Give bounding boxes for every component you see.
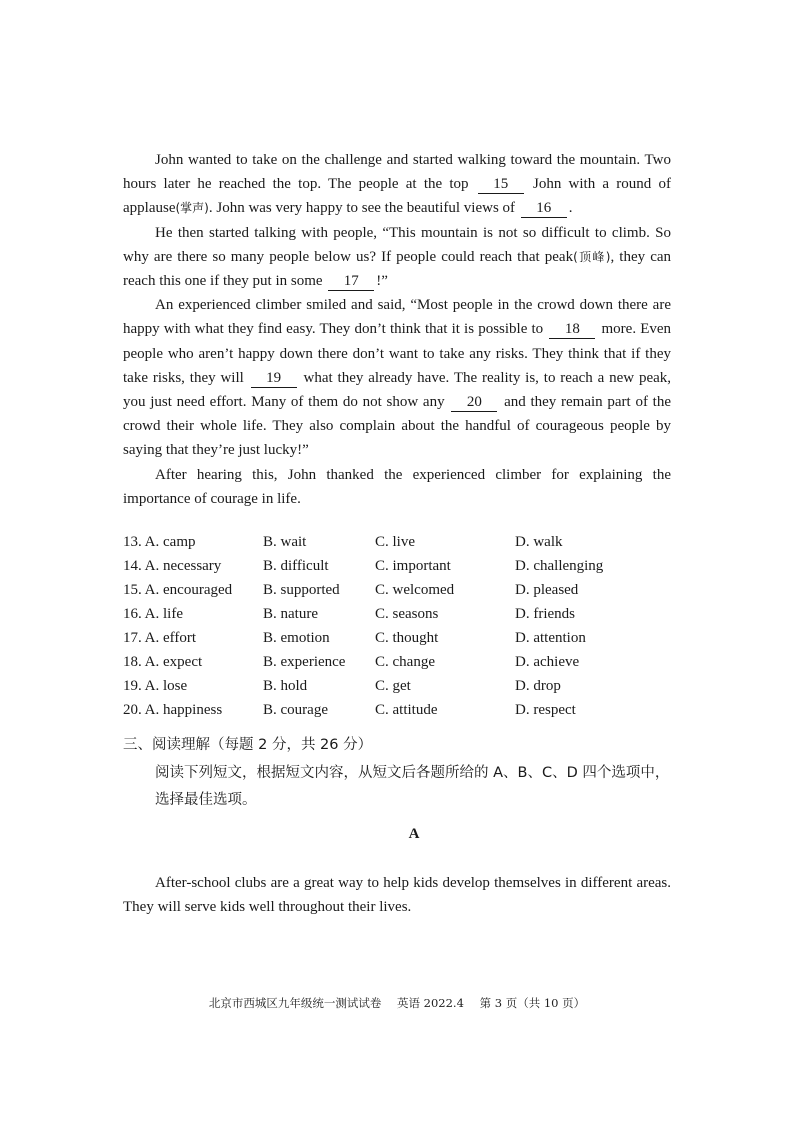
option-b: B. nature: [263, 606, 318, 622]
option-a: 20. A. happiness: [123, 702, 223, 718]
option-row: [123, 530, 683, 554]
option-row: [123, 578, 683, 602]
text: , they can reach this one if they put in some: [123, 248, 672, 290]
text: .: [568, 200, 573, 217]
option-a: 16. A. life: [123, 606, 183, 622]
blank-16: 16: [521, 200, 567, 218]
option-a: 19. A. lose: [123, 678, 188, 694]
option-d: D. pleased: [515, 582, 579, 598]
option-d: D. drop: [515, 678, 561, 694]
option-a: 15. A. encouraged: [123, 582, 233, 598]
text: John wanted to take on the challenge and started walking toward the mountain. Two hours later he reached the top. The people at the top: [123, 152, 671, 193]
option-d: D. walk: [515, 534, 563, 550]
text: An experienced climber smiled and said, “Most people in the crowd down there are happy with what they find easy. They don’t think that it is possible to: [123, 297, 671, 338]
option-c: C. seasons: [375, 606, 439, 622]
paragraph: After-school clubs are a great way to help kids develop themselves in different areas. They will serve kids well throughout their lives.: [123, 875, 671, 916]
option-b: B. courage: [263, 702, 328, 718]
option-b: B. hold: [263, 678, 308, 694]
option-row: [123, 626, 683, 650]
option-row: [123, 674, 683, 698]
section-instructions: 阅读下列短文，根据短文内容，从短文后各题所给的 A、B、C、D 四个选项中，选择最佳选项。: [155, 765, 670, 808]
option-c: C. thought: [375, 630, 439, 646]
paragraph-3: [123, 293, 671, 462]
paragraph-1: [123, 148, 671, 221]
option-c: C. live: [375, 534, 415, 550]
option-b: B. emotion: [263, 630, 330, 646]
option-d: D. attention: [515, 630, 586, 646]
option-b: B. difficult: [263, 558, 329, 574]
blank-17: 17: [328, 273, 374, 291]
text: and they remain part of the crowd their whole life. They also complain about the handful of courageous people by saying that they’re just lucky!”: [123, 394, 671, 459]
option-row: [123, 554, 683, 578]
option-row: [123, 650, 683, 674]
page-footer: [0, 995, 794, 1011]
page-number: 第 3 页（共 10 页）: [479, 996, 586, 1010]
option-row: [123, 698, 683, 722]
cloze-passage: [123, 148, 671, 511]
text: . John was very happy to see the beautiful views of: [208, 200, 516, 217]
paragraph-2: [123, 221, 671, 294]
option-a: 14. A. necessary: [123, 558, 222, 574]
option-a: 17. A. effort: [123, 630, 197, 646]
passage-letter: A: [408, 826, 420, 842]
chinese-gloss: (掌声): [175, 201, 209, 216]
text: what they already have. The reality is, to reach a new peak, you just need effort. Many of them do not show any: [123, 369, 672, 411]
option-d: D. friends: [515, 606, 575, 622]
option-c: C. change: [375, 654, 435, 670]
text: !”: [376, 273, 388, 290]
option-c: C. get: [375, 678, 411, 694]
option-row: [123, 602, 683, 626]
option-b: B. wait: [263, 534, 307, 550]
blank-18: 18: [549, 321, 595, 339]
option-a: 13. A. camp: [123, 534, 196, 550]
answer-options: [123, 530, 683, 722]
option-c: C. attitude: [375, 702, 438, 718]
option-b: B. experience: [263, 654, 346, 670]
reading-passage-a: [123, 871, 671, 919]
blank-20: 20: [451, 394, 497, 412]
paragraph-4: After hearing this, John thanked the experienced climber for explaining the importance of courage in life.: [123, 466, 671, 507]
exam-name: 北京市西城区九年级统一测试试卷: [208, 996, 382, 1010]
subject-date: 英语 2022.4: [397, 996, 464, 1010]
chinese-gloss: (顶峰): [573, 249, 611, 264]
option-d: D. respect: [515, 702, 576, 718]
option-d: D. achieve: [515, 654, 580, 670]
option-a: 18. A. expect: [123, 654, 203, 670]
blank-15: 15: [478, 176, 524, 194]
option-b: B. supported: [263, 582, 340, 598]
section-title: 三、阅读理解（每题 2 分，共 26 分）: [123, 737, 373, 753]
option-c: C. important: [375, 558, 451, 574]
blank-19: 19: [251, 370, 297, 388]
option-d: D. challenging: [515, 558, 604, 574]
text: John with a round of applause: [123, 176, 672, 217]
text: more. Even people who aren’t happy down there don’t want to take any risks. They think that if they take risks, they will: [123, 321, 672, 386]
text: He then started talking with people, “This mountain is not so difficult to climb. So why are there so many people below us? If people could reach that peak: [123, 224, 671, 265]
option-c: C. welcomed: [375, 582, 455, 598]
